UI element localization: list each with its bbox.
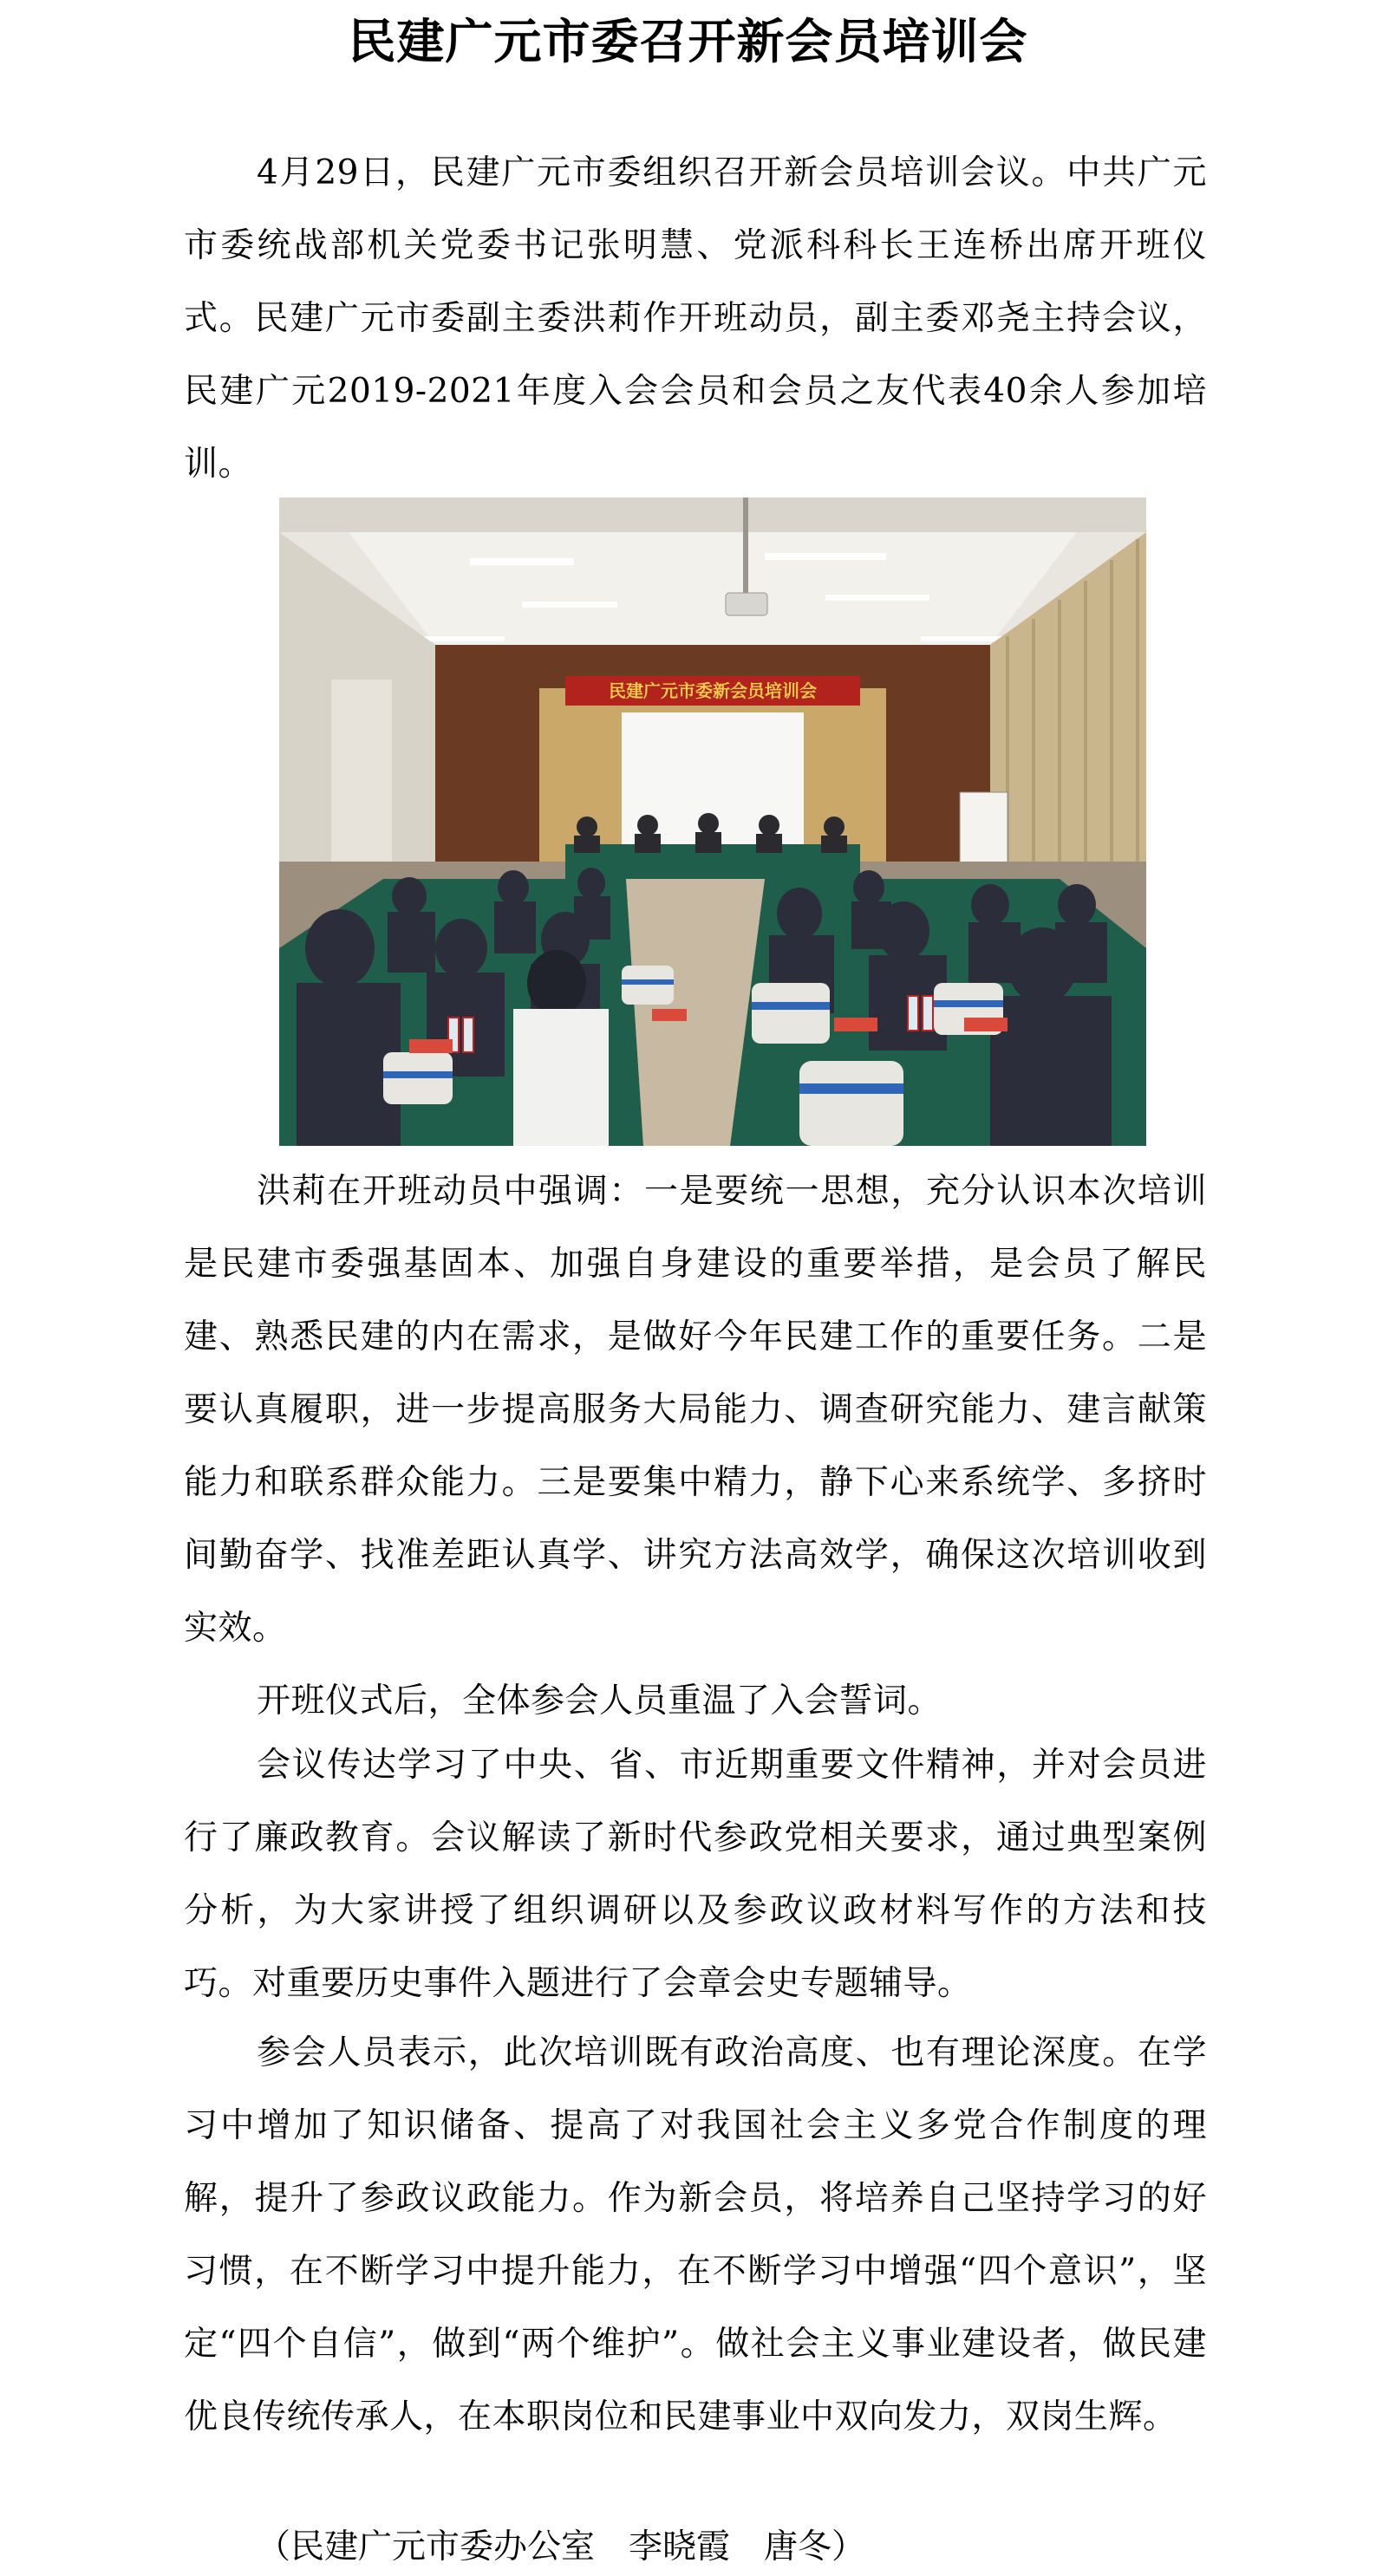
projector-icon — [726, 593, 767, 615]
ceiling-light — [765, 553, 886, 560]
ceiling-light — [825, 595, 929, 601]
article-paragraph-4: 会议传达学习了中央、省、市近期重要文件精神，并对会员进行了廉政教育。会议解读了新时代参政党相关要求，通过典型案例分析，为大家讲授了组织调研以及参政议政材料写作的方法和技巧。对重要历史事件入题进行了会章会史专题辅导。 — [184, 1746, 1207, 2003]
photo-banner-text: 民建广元市委新会员培训会 — [609, 680, 817, 701]
article-title: 民建广元市委召开新会员培训会 — [348, 14, 1028, 69]
ceiling-light — [921, 636, 1008, 641]
article-paragraph-1: 4月29日，民建广元市委组织召开新会员培训会议。中共广元市委统战部机关党委书记张明慧、党派科科长王连桥出席开班仪式。民建广元市委副主委洪莉作开班动员，副主委邓尧主持会议，民建广元2019-2021年度入会会员和会员之友代表40余人参加培训。 — [184, 153, 1207, 484]
article-byline: （民建广元市委办公室 李晓霞 唐冬） — [257, 2527, 866, 2566]
ceiling-light — [470, 558, 574, 565]
meeting-photo — [279, 498, 1146, 1146]
article-paragraph-2: 洪莉在开班动员中强调：一是要统一思想，充分认识本次培训是民建市委强基固本、加强自身建设的重要举措，是会员了解民建、熟悉民建的内在需求，是做好今年民建工作的重要任务。二是要认真履职，进一步提高服务大局能力、调查研究能力、建言献策能力和联系群众能力。三是要集中精力，静下心来系统学、多挤时间勤奋学、找准差距认真学、讲究方法高效学，确保这次培训收到实效。 — [184, 1172, 1207, 1648]
ceiling-light — [522, 602, 617, 608]
article-paragraph-5: 参会人员表示，此次培训既有政治高度、也有理论深度。在学习中增加了知识储备、提高了对我国社会主义多党合作制度的理解，提升了参政议政能力。作为新会员，将培养自己坚持学习的好习惯，在不断学习中提升能力，在不断学习中增强“四个意识”，坚定“四个自信”，做到“两个维护”。做社会主义事业建设者，做民建优良传统传承人，在本职岗位和民建事业中双向发力，双岗生辉。 — [184, 2033, 1207, 2436]
ceiling-light — [418, 636, 505, 641]
article-paragraph-3: 开班仪式后，全体参会人员重温了入会誓词。 — [257, 1682, 942, 1721]
